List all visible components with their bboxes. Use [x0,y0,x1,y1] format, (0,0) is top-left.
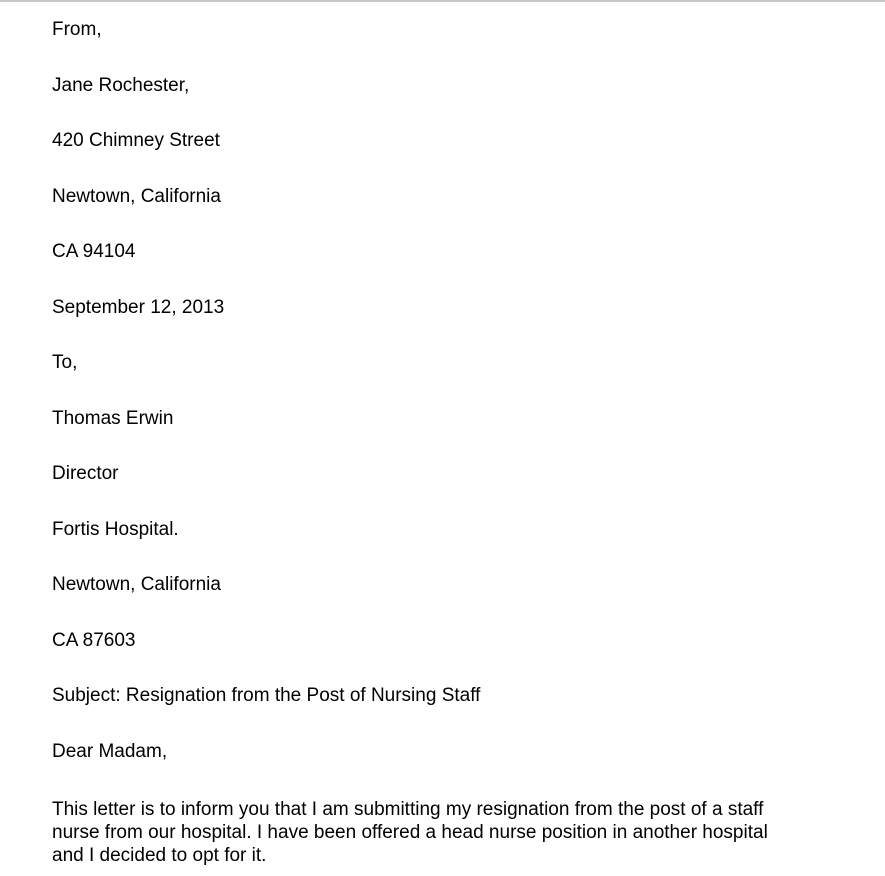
recipient-postal: CA 87603 [52,630,136,651]
recipient-name: Thomas Erwin [52,408,174,429]
body-line: nurse from our hospital. I have been offered a head nurse position in another hospital [52,822,768,843]
recipient-city: Newtown, California [52,574,221,595]
to-label: To, [52,352,78,373]
from-label: From, [52,19,102,40]
letter-date: September 12, 2013 [52,297,225,318]
recipient-organization: Fortis Hospital. [52,519,179,540]
sender-street: 420 Chimney Street [52,130,220,151]
recipient-title: Director [52,463,119,484]
sender-name: Jane Rochester, [52,75,190,96]
body-line: This letter is to inform you that I am submitting my resignation from the post of a staff [52,799,764,820]
salutation: Dear Madam, [52,741,168,762]
body-line: and I decided to opt for it. [52,845,267,866]
letter-subject: Subject: Resignation from the Post of Nursing Staff [52,685,481,706]
sender-city: Newtown, California [52,186,221,207]
letter-body-paragraph [52,798,842,867]
sender-postal: CA 94104 [52,241,136,262]
